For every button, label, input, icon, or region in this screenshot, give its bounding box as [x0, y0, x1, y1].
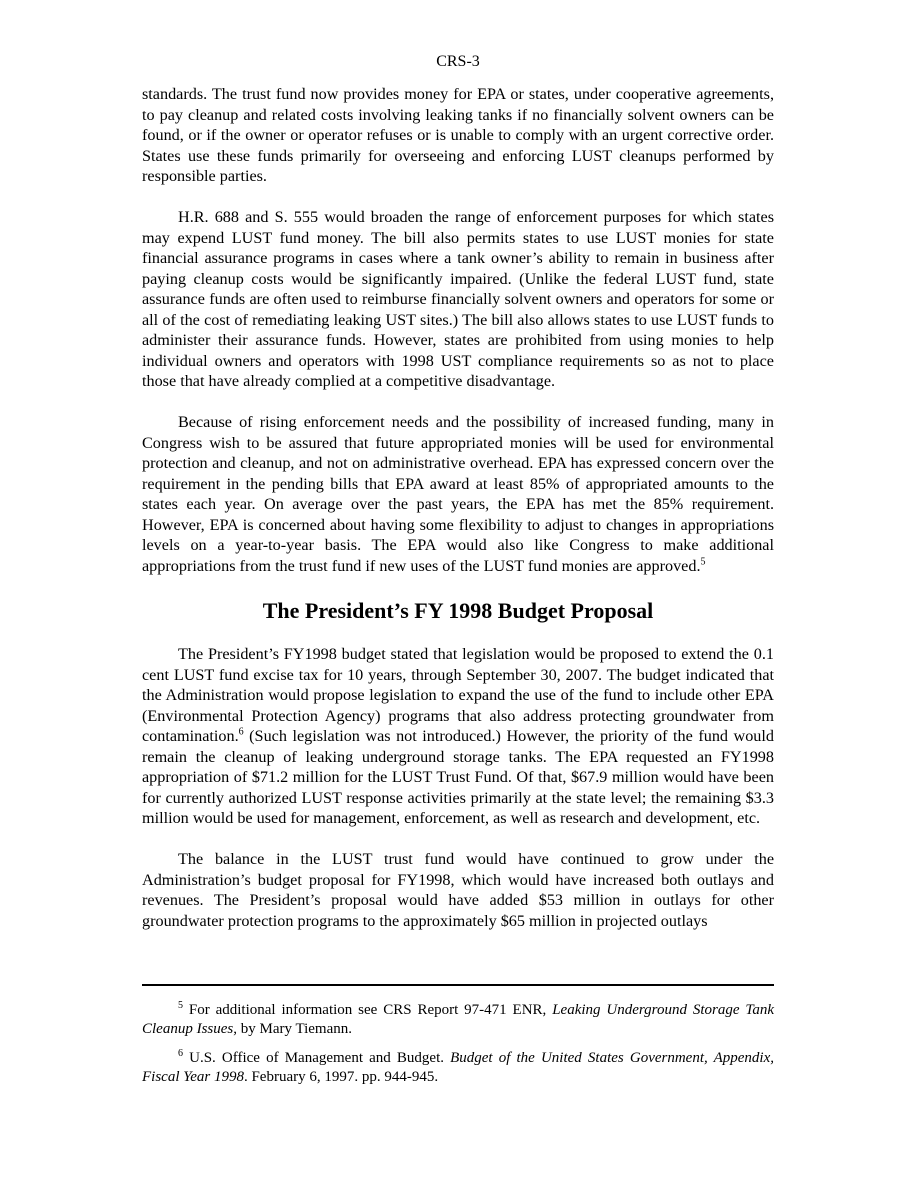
footnote-tail: . February 6, 1997. pp. 944-945. [243, 1069, 439, 1085]
footnote-lead: For additional information see CRS Report 97-471 ENR, [183, 1002, 553, 1018]
footnote-6 [142, 1049, 774, 1087]
section-heading: The President’s FY 1998 Budget Proposal [262, 598, 654, 623]
paragraph-budget-fy1998 [142, 644, 774, 829]
paragraph-trust-fund: standards. The trust fund now provides money for EPA or states, under cooperative agreements, to pay cleanup and related costs involving leaking tanks if no financially solvent owners can be found, or if the owner or operator refuses or is unable to comply with an urgent corrective order. States use these funds primarily for overseeing and enforcing LUST cleanups performed by responsible parties. [142, 85, 774, 185]
footnote-title: Budget of the United States Government, Appendix, Fiscal Year 1998 [142, 1050, 774, 1085]
footnote-ref-5[interactable]: 5 [700, 556, 706, 568]
footnote-lead: U.S. Office of Management and Budget. [183, 1050, 451, 1066]
page-header: CRS-3 [436, 53, 480, 70]
footnote-5 [142, 1001, 774, 1039]
footnote-title: Leaking Underground Storage Tank Cleanup Issues [142, 1002, 775, 1037]
footnote-number: 5 [178, 1000, 183, 1011]
document-body [142, 52, 774, 931]
paragraph-hr688: H.R. 688 and S. 555 would broaden the range of enforcement purposes for which states may expend LUST fund money. The bill also permits states to use LUST monies for state financial assurance programs in cases where a tank owner’s ability to remain in business after paying cleanup costs would be significantly impaired. (Unlike the federal LUST fund, state assurance funds are often used to reimburse financially solvent owners and operators for some or all of the cost of remediating leaking UST sites.) The bill also allows states to use LUST funds to administer their assurance funds. However, states are prohibited from using monies to help individual owners and operators with 1998 UST compliance requirements so as not to place those that have already complied at a competitive disadvantage. [142, 208, 774, 390]
footnotes [142, 1001, 774, 1097]
footnote-ref-6[interactable]: 6 [238, 726, 244, 738]
footnote-tail: , by Mary Tiemann. [233, 1021, 353, 1037]
paragraph-enforcement-needs [142, 412, 774, 576]
paragraph-lust-balance: The balance in the LUST trust fund would have continued to grow under the Administration’s budget proposal for FY1998, which would have increased both outlays and revenues. The President’s proposal would have added $53 million in outlays for other groundwater protection programs to the approximately $65 million in projected outlays [142, 850, 774, 930]
footnote-divider [142, 984, 774, 986]
paragraph-text-b: (Such legislation was not introduced.) However, the priority of the fund would remain the cleanup of leaking underground storage tanks. The EPA requested an FY1998 appropriation of $71.2 million for the LUST Trust Fund. Of that, $67.9 million would have been for currently authorized LUST response activities primarily at the state level; the remaining $3.3 million would be used for management, enforcement, as well as research and development, etc. [142, 727, 774, 827]
paragraph-text-a: The President’s FY1998 budget stated that legislation would be proposed to extend the 0.1 cent LUST fund excise tax for 10 years, through September 30, 2007. The budget indicated that the Administration would propose legislation to expand the use of the fund to include other EPA (Environmental Protection Agency) programs that also address protecting groundwater from contamination. [142, 645, 774, 745]
footnote-number: 6 [178, 1048, 183, 1059]
paragraph-text: Because of rising enforcement needs and the possibility of increased funding, many in Congress wish to be assured that future appropriated monies will be used for environmental protection and cleanup, and not on administrative overhead. EPA has expressed concern over the requirement in the pending bills that EPA award at least 85% of appropriated amounts to the states each year. On average over the past years, the EPA has met the 85% requirement. However, EPA is concerned about having some flexibility to adjust to changes in appropriations levels on a year-to-year basis. The EPA would also like Congress to make additional appropriations from the trust fund if new uses of the LUST fund monies are approved. [142, 413, 774, 575]
